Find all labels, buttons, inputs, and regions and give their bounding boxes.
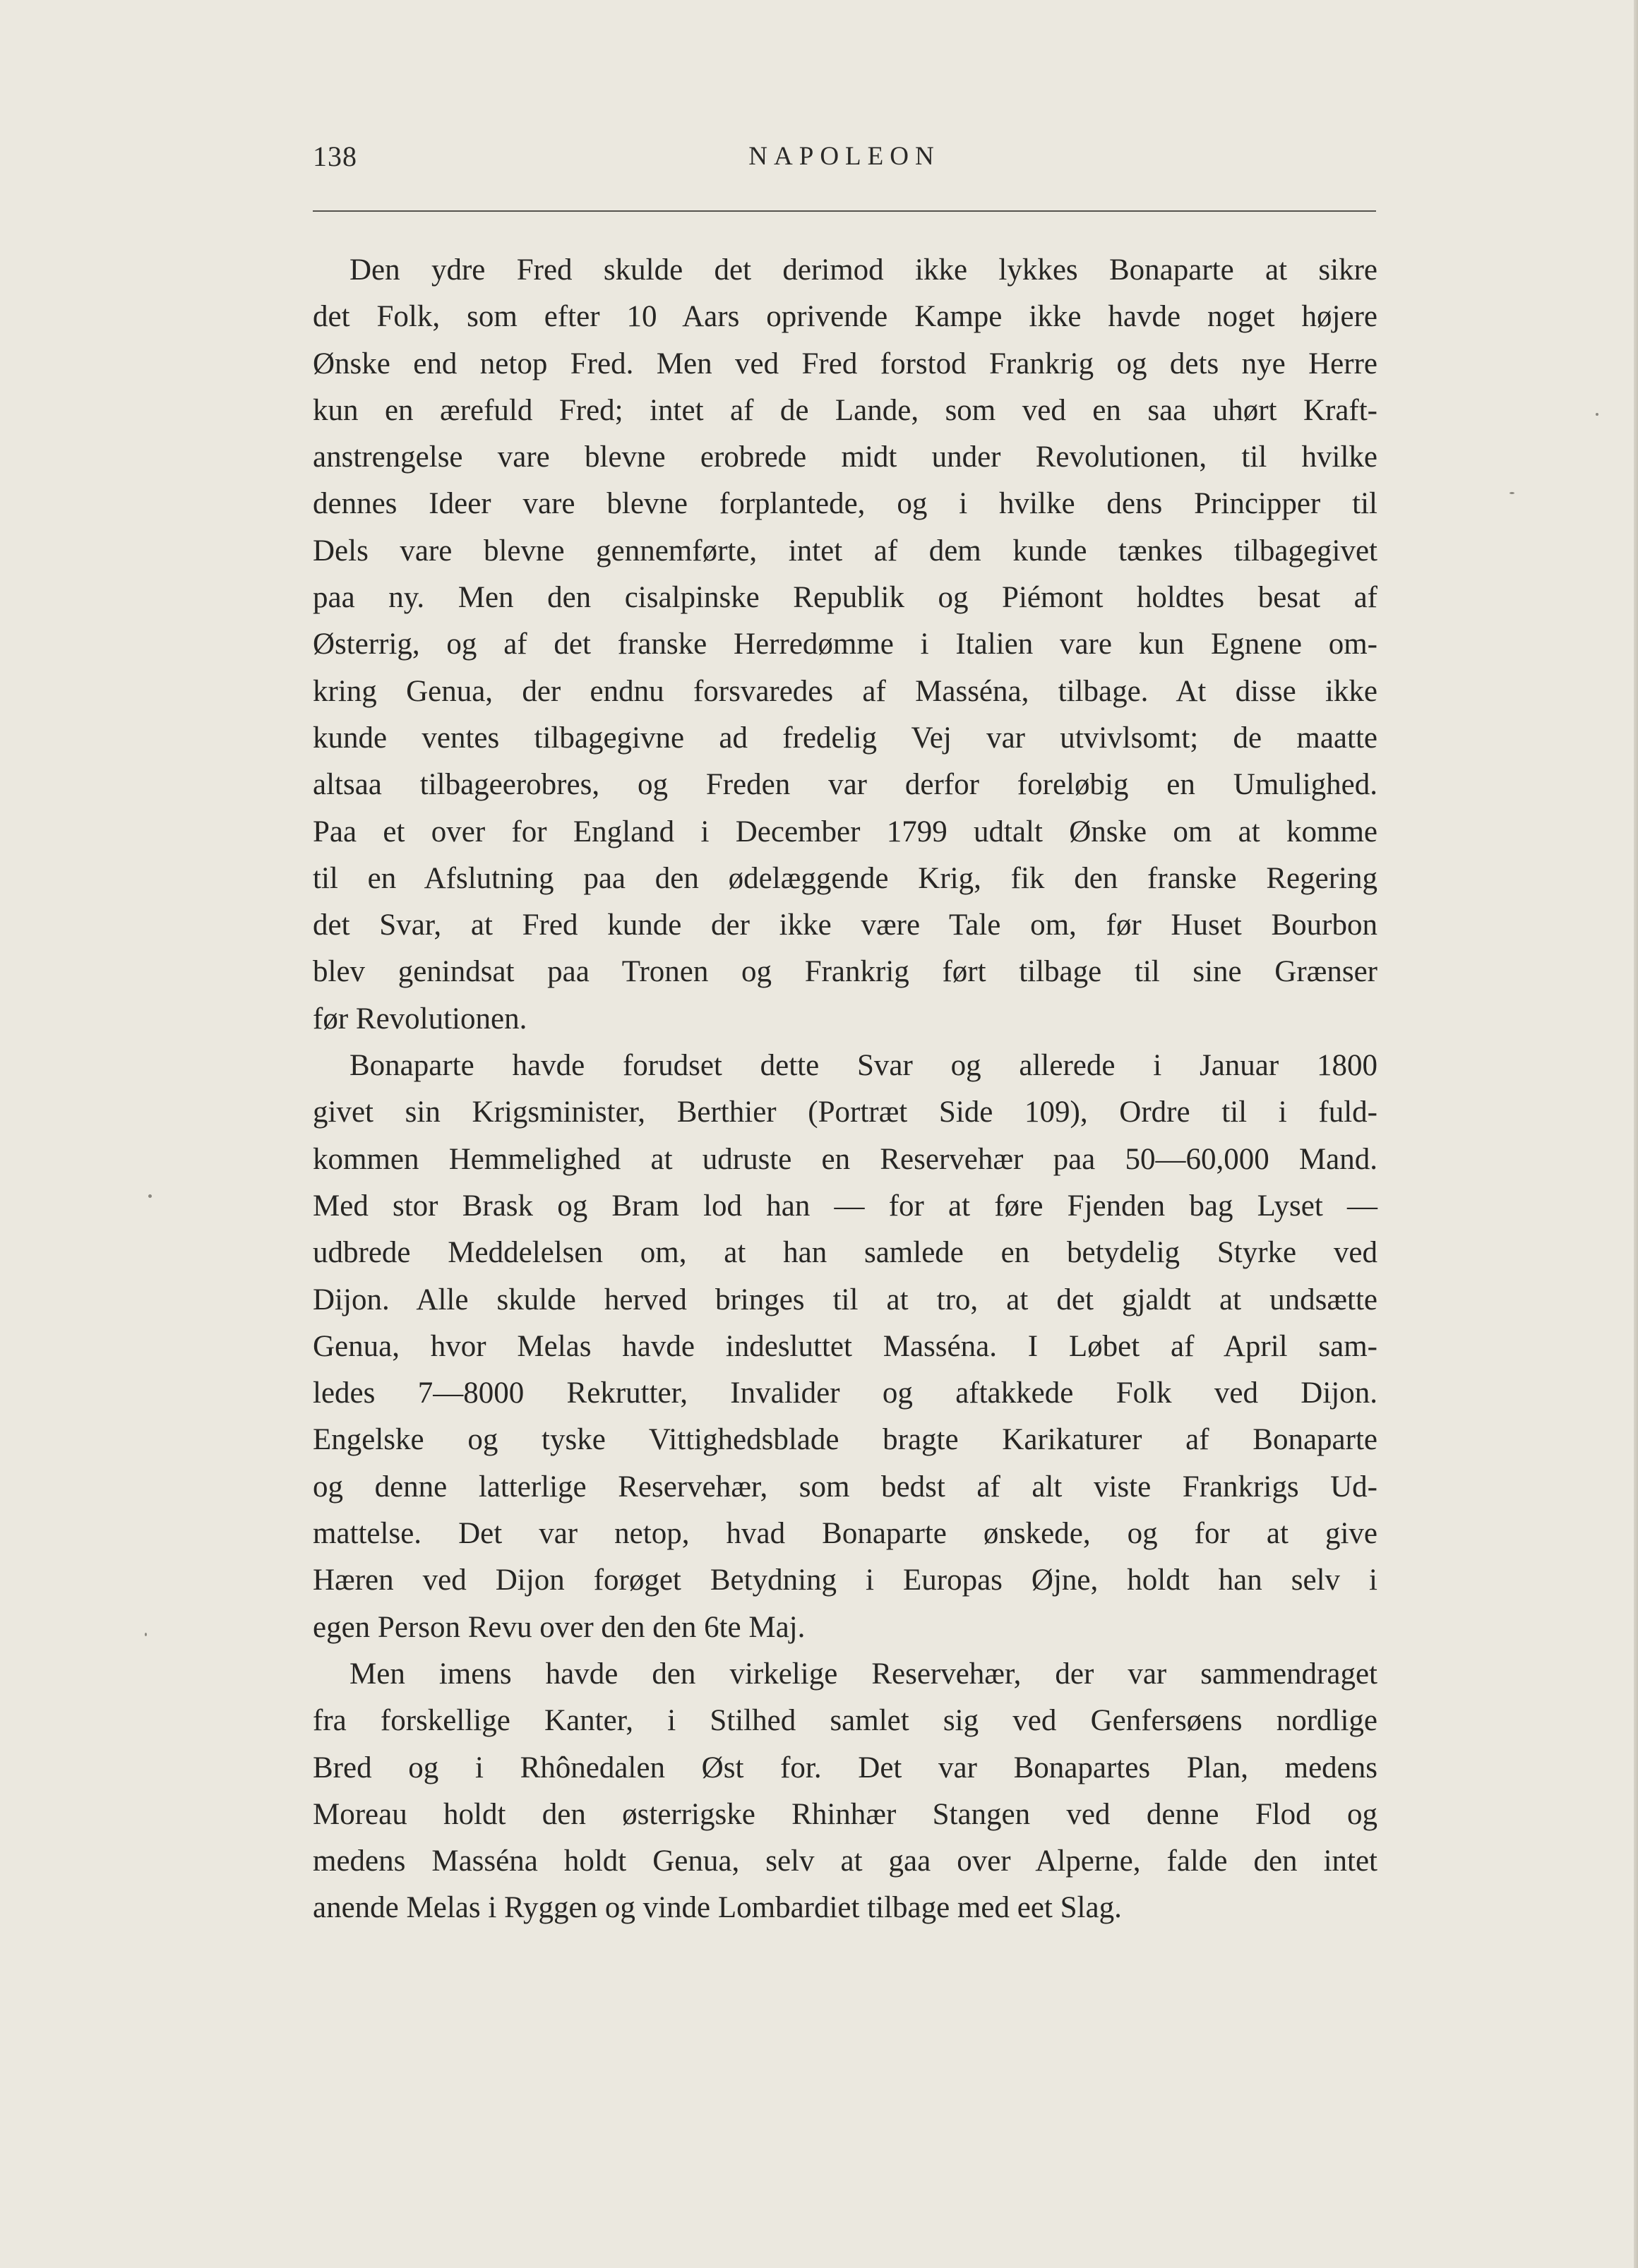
text-line: og denne latterlige Reservehær, som bedst af alt viste Frankrigs Ud- <box>313 1470 1377 1504</box>
text-line: Engelske og tyske Vittighedsblade bragte Karikaturer af Bonaparte <box>313 1423 1377 1457</box>
text-line: til en Afslutning paa den ødelæggende Krig, fik den franske Regering <box>313 861 1377 895</box>
text-line: kring Genua, der endnu forsvaredes af Masséna, tilbage. At disse ikke <box>313 674 1377 708</box>
text-line: dennes Ideer vare blevne forplantede, og i hvilke dens Principper til <box>313 487 1377 521</box>
body-text <box>313 247 1377 1932</box>
text-line: før Revolutionen. <box>313 1002 527 1036</box>
paper-speck <box>148 1194 152 1198</box>
text-line: ledes 7—8000 Rekrutter, Invalider og aftakkede Folk ved Dijon. <box>313 1376 1377 1410</box>
paper-speck <box>1596 413 1598 416</box>
text-line: Den ydre Fred skulde det derimod ikke lykkes Bonaparte at sikre <box>349 253 1377 287</box>
page-number: 138 <box>313 140 357 172</box>
text-line: Paa et over for England i December 1799 udtalt Ønske om at komme <box>313 815 1377 848</box>
text-line: det Folk, som efter 10 Aars oprivende Kampe ikke havde noget højere <box>313 300 1377 334</box>
text-line: Moreau holdt den østerrigske Rhinhær Stangen ved denne Flod og <box>313 1797 1377 1831</box>
text-line: blev genindsat paa Tronen og Frankrig ført tilbage til sine Grænser <box>313 955 1377 989</box>
text-line: givet sin Krigsminister, Berthier (Portræt Side 109), Ordre til i fuld- <box>313 1096 1377 1129</box>
header-rule <box>313 210 1376 212</box>
text-line: det Svar, at Fred kunde der ikke være Tale om, før Huset Bourbon <box>313 908 1377 942</box>
text-line: kunde ventes tilbagegivne ad fredelig Vej var utvivlsomt; de maatte <box>313 721 1377 755</box>
text-line: paa ny. Men den cisalpinske Republik og Piémont holdtes besat af <box>313 581 1377 615</box>
text-line: Men imens havde den virkelige Reservehær, der var sammendraget <box>349 1657 1377 1691</box>
text-line: Bonaparte havde forudset dette Svar og allerede i Januar 1800 <box>349 1049 1377 1083</box>
text-line: mattelse. Det var netop, hvad Bonaparte ønskede, og for at give <box>313 1517 1377 1551</box>
text-line: Genua, hvor Melas havde indesluttet Masséna. I Løbet af April sam- <box>313 1329 1377 1363</box>
text-line: Med stor Brask og Bram lod han — for at føre Fjenden bag Lyset — <box>313 1189 1377 1223</box>
text-line: Hæren ved Dijon forøget Betydning i Europas Øjne, holdt han selv i <box>313 1564 1377 1597</box>
page-header <box>313 140 1376 182</box>
text-line: egen Person Revu over den den 6te Maj. <box>313 1610 806 1644</box>
text-line: Dijon. Alle skulde herved bringes til at tro, at det gjaldt at undsætte <box>313 1283 1377 1316</box>
text-line: fra forskellige Kanter, i Stilhed samlet sig ved Genfersøens nordlige <box>313 1704 1377 1738</box>
text-line: kommen Hemmelighed at udruste en Reservehær paa 50—60,000 Mand. <box>313 1142 1377 1176</box>
text-line: udbrede Meddelelsen om, at han samlede en betydelig Styrke ved <box>313 1236 1377 1270</box>
text-line: Dels vare blevne gennemførte, intet af dem kunde tænkes tilbagegivet <box>313 534 1377 568</box>
paper-speck <box>145 1633 147 1636</box>
running-title: NAPOLEON <box>748 142 940 171</box>
text-line: Østerrig, og af det franske Herredømme i Italien vare kun Egnene om- <box>313 628 1377 661</box>
text-line: anende Melas i Ryggen og vinde Lombardiet tilbage med eet Slag. <box>313 1891 1122 1925</box>
text-line: medens Masséna holdt Genua, selv at gaa over Alperne, falde den intet <box>313 1844 1377 1878</box>
text-line: anstrengelse vare blevne erobrede midt under Revolutionen, til hvilke <box>313 440 1377 474</box>
text-line: Bred og i Rhônedalen Øst for. Det var Bonapartes Plan, medens <box>313 1751 1377 1784</box>
text-line: altsaa tilbageerobres, og Freden var derfor foreløbig en Umulighed. <box>313 768 1377 802</box>
text-line: kun en ærefuld Fred; intet af de Lande, som ved en saa uhørt Kraft- <box>313 393 1377 427</box>
page-edge <box>1634 0 1638 2268</box>
paper-speck <box>1510 492 1514 494</box>
text-line: Ønske end netop Fred. Men ved Fred forstod Frankrig og dets nye Herre <box>313 347 1377 380</box>
